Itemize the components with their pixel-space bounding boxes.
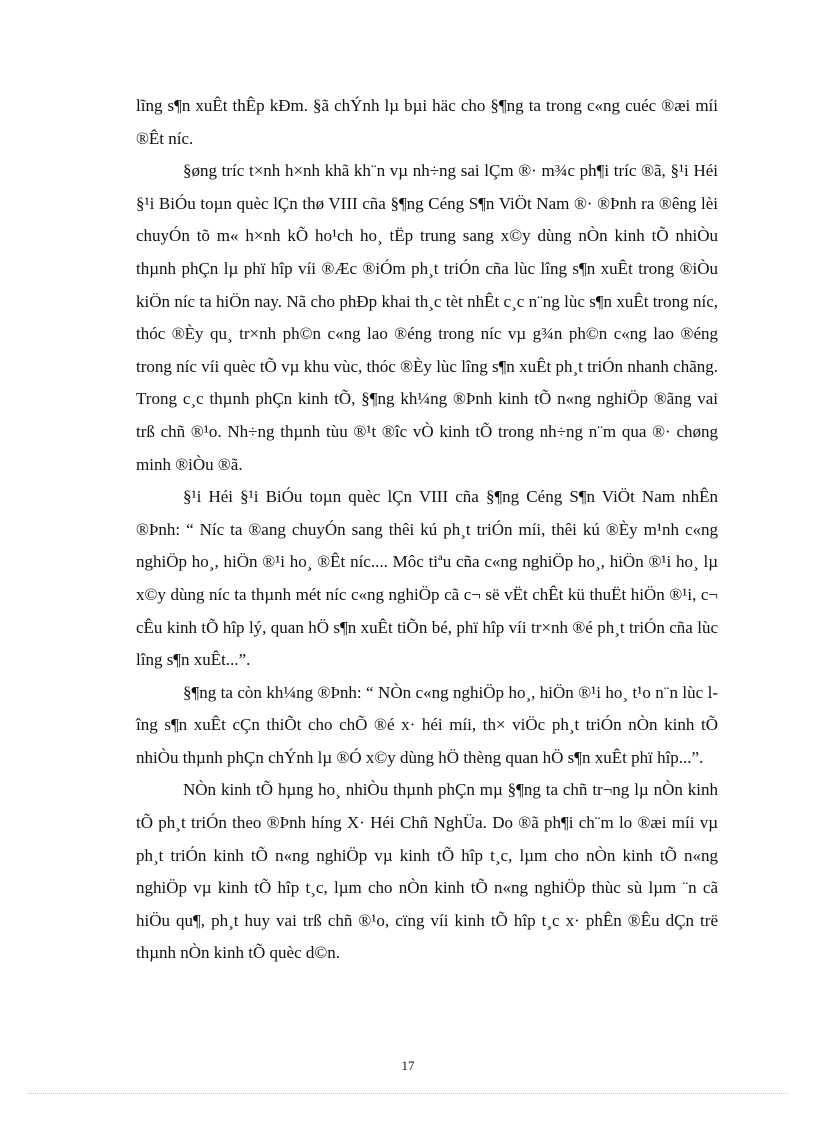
paragraph: §øng tríc t×nh h×nh khã kh¨n vµ nh÷ng sai lÇm ®· m¾c ph¶i tríc ®ã, §¹i Héi §¹i BiÓu toµn quèc lÇn thø VIII cña §¶ng Céng S¶n ViÖt Nam ®· ®Þnh ra ®êng lèi chuyÓn tõ m« h×nh kÕ ho¹ch ho¸ tËp trung sang x©y dùng nÒn kinh tÕ nhiÒu thµnh phÇn lµ phï hîp víi ®Æc ®iÓm ph¸t triÓn cña lùc lîng s¶n xuÊt trong ®iÒu kiÖn níc ta hiÖn nay. Nã cho phÐp khai th¸c tèt nhÊt c¸c n¨ng lùc s¶n xuÊt trong níc, thóc ®Èy qu¸ tr×nh ph©n c«ng lao ®éng trong níc vµ g¾n ph©n c«ng lao ®éng trong níc víi quèc tÕ vµ khu vùc, thóc ®Èy lùc lîng s¶n xuÊt ph¸t triÓn nhanh chãng. Trong c¸c thµnh phÇn kinh tÕ, §¶ng kh¼ng ®Þnh kinh tÕ n«ng nghiÖp ®ãng vai trß chñ ®¹o. Nh÷ng thµnh tùu ®¹t ®îc vÒ kinh tÕ trong nh÷ng n¨m qua ®· chøng minh ®iÒu ®ã. <box>136 161 718 474</box>
paragraph: §¶ng ta còn kh¼ng ®Þnh: “ NÒn c«ng nghiÖp ho¸, hiÖn ®¹i ho¸ t¹o n¨n lùc lîng s¶n xuÊt cÇn thiÕt cho chÕ ®é x· héi míi, th× viÖc ph¸t triÓn nÒn kinh tÕ nhiÒu thµnh phÇn chÝnh lµ ®Ó x©y dùng hÖ thèng quan hÖ s¶n xuÊt phï hîp...”. <box>136 682 718 767</box>
page-bottom-divider <box>28 1093 788 1094</box>
body-text <box>136 90 718 970</box>
paragraph: NÒn kinh tÕ hµng ho¸ nhiÒu thµnh phÇn mµ §¶ng ta chñ tr¬ng lµ nÒn kinh tÕ ph¸t triÓn theo ®Þnh híng X· Héi Chñ NghÜa. Do ®ã ph¶i ch¨m lo ®æi míi vµ ph¸t triÓn kinh tÕ n«ng nghiÖp vµ kinh tÕ hîp t¸c, lµm cho nÒn kinh tÕ n«ng nghiÖp vµ kinh tÕ hîp t¸c, lµm cho nÒn kinh tÕ n«ng nghiÖp thùc sù lµm ¨n cã hiÖu qu¶, ph¸t huy vai trß chñ ®¹o, cïng víi kinh tÕ hîp t¸c x· phÊn ®Êu dÇn trë thµnh nÒn kinh tÕ quèc d©n. <box>136 780 718 963</box>
page-number: 17 <box>401 1058 415 1073</box>
paragraph-continuation: lĩng s¶n xuÊt thÊp kÐm. §ã chÝnh lµ bµi häc cho §¶ng ta trong c«ng cuéc ®æi míi ®Êt níc. <box>136 96 718 148</box>
paragraph: §¹i Héi §¹i BiÓu toµn quèc lÇn VIII cña §¶ng Céng S¶n ViÖt Nam nhÊn ®Þnh: “ Níc ta ®ang chuyÓn sang thêi kú ph¸t triÓn míi, thêi kú ®Èy m¹nh c«ng nghiÖp ho¸, hiÖn ®¹i ho¸ ®Êt níc.... Môc tiªu cña c«ng nghiÖp ho¸, hiÖn ®¹i ho¸ lµ x©y dùng níc ta thµnh mét níc c«ng nghiÖp cã c¬ së vËt chÊt kü thuËt hiÖn ®¹i, c¬ cÊu kinh tÕ hîp lý, quan hÖ s¶n xuÊt tiÕn bé, phï hîp víi tr×nh ®é ph¸t triÓn cña lùc lîng s¶n xuÊt...”. <box>136 487 718 670</box>
